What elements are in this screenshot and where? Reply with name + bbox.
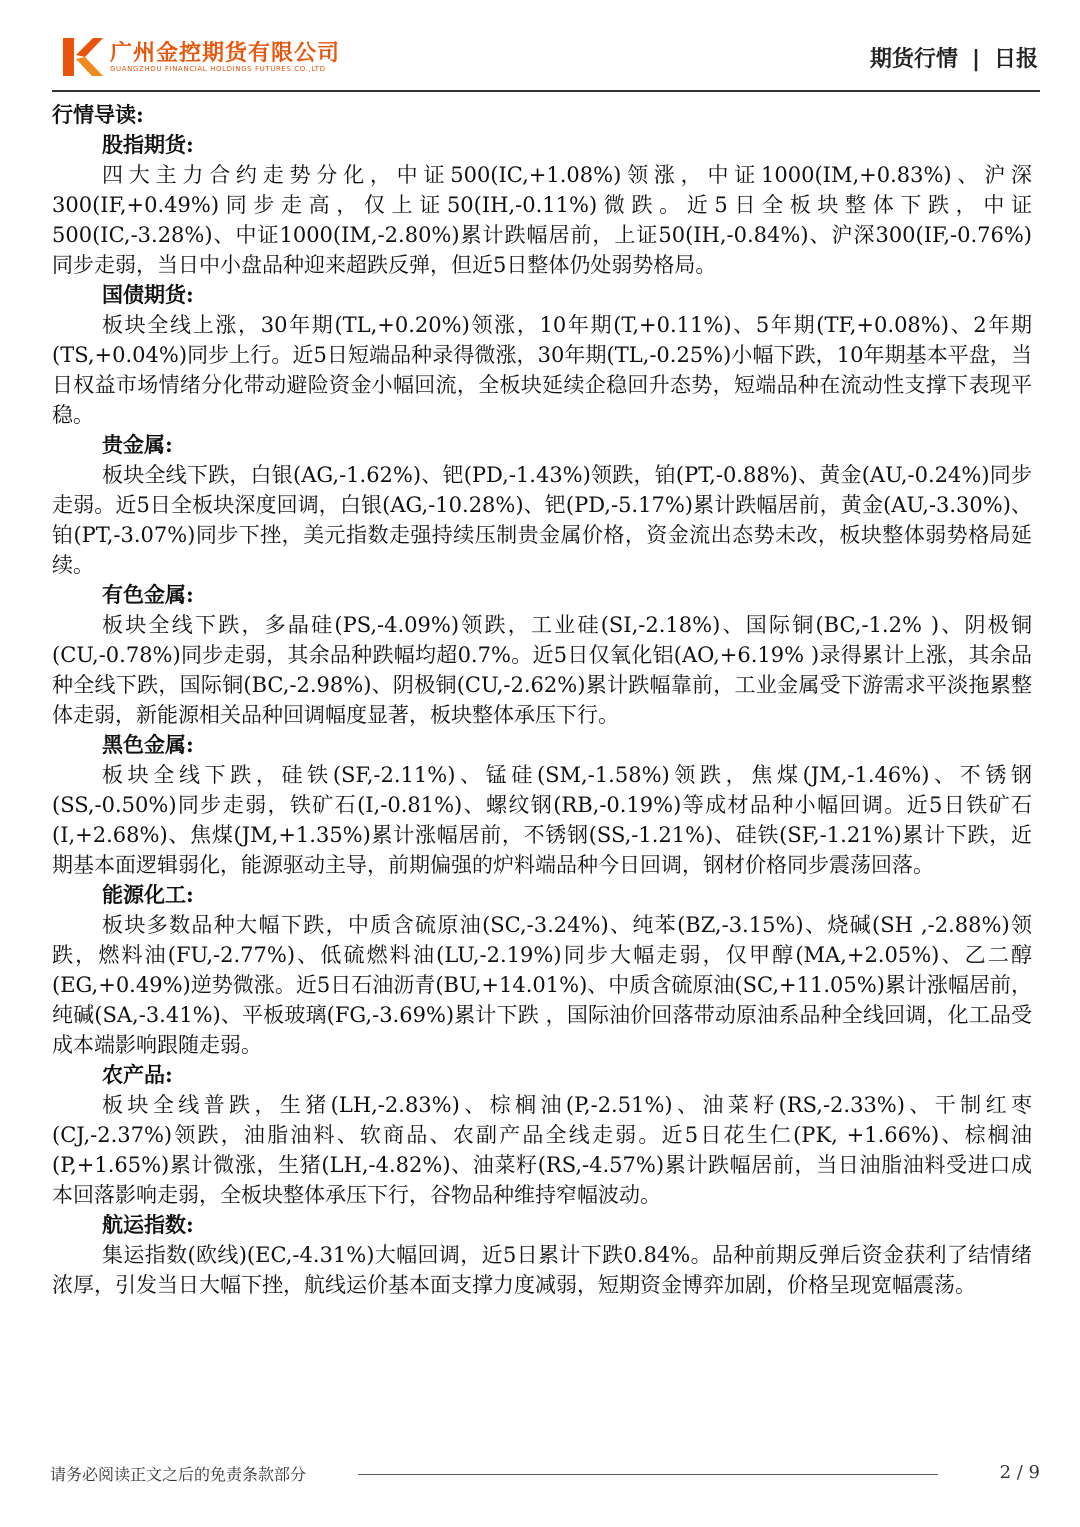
section-body-shipping: 集运指数(欧线)(EC,-4.31%)大幅回调，近5日累计下跌0.84%。品种前期反弹后资金获利了结情绪浓厚，引发当日大幅下挫，航线运价基本面支撑力度减弱，短期资金博弈加剧，价格呈现宽幅震荡。 [52, 1243, 1032, 1297]
doc-type: 日报 [993, 47, 1038, 72]
page-header [0, 0, 1080, 90]
section-heading-ferrous: 黑色金属: [102, 732, 194, 757]
section-body-nonferrous: 板块全线下跌，多晶硅(PS,-4.09%)领跌，工业硅(SI,-2.18%)、国际铜(BC,-1.2% )、阴极铜(CU,-0.78%)同步走弱，其余品种跌幅均超0.7%。近5日仅氧化铝(AO,+6.19% )录得累计上涨，其余品种全线下跌，国际铜(BC,-2.98%)、阴极铜(CU,-2.62%)累计跌幅靠前，工业金属受下游需求平淡拖累整体走弱，新能源相关品种回调幅度显著，板块整体承压下行。 [52, 613, 1032, 727]
page-number: 2 / 9 [999, 1462, 1040, 1483]
section-body-ferrous: 板块全线下跌，硅铁(SF,-2.11%)、锰硅(SM,-1.58%)领跌，焦煤(JM,-1.46%)、不锈钢(SS,-0.50%)同步走弱，铁矿石(I,-0.81%)、螺纹钢(RB,-0.19%)等成材品种小幅回调。近5日铁矿石(I,+2.68%)、焦煤(JM,+1.35%)累计涨幅居前，不锈钢(SS,-1.21%)、硅铁(SF,-1.21%)累计下跌，近期基本面逻辑弱化，能源驱动主导，前期偏强的炉料端品种今日回调，钢材价格同步震荡回落。 [52, 763, 1032, 877]
report-body [52, 100, 1032, 1300]
section-heading-agriculture: 农产品: [102, 1062, 173, 1087]
company-name-en: GUANGZHOU FINANCIAL HOLDINGS FUTURES CO.,LTD [110, 65, 326, 73]
company-name-cn: 广州金控期货有限公司 [110, 41, 341, 66]
section-heading-stock-index: 股指期货: [102, 132, 194, 157]
section-heading-shipping: 航运指数: [102, 1212, 194, 1237]
section-heading-precious-metals: 贵金属: [102, 432, 173, 457]
doc-category: 期货行情 [869, 47, 958, 72]
footer-divider [358, 1474, 938, 1475]
section-body-treasury: 板块全线上涨，30年期(TL,+0.20%)领涨，10年期(T,+0.11%)、5年期(TF,+0.08%)、2年期(TS,+0.04%)同步上行。近5日短端品种录得微涨，30年期(TL,-0.25%)小幅下跌，10年期基本平盘，当日权益市场情绪分化带动避险资金小幅回流，全板块延续企稳回升态势，短端品种在流动性支撑下表现平稳。 [52, 313, 1032, 427]
disclaimer-note: 请务必阅读正文之后的免责条款部分 [50, 1465, 307, 1484]
company-logo-icon [63, 38, 103, 76]
section-body-precious-metals: 板块全线下跌，白银(AG,-1.62%)、钯(PD,-1.43%)领跌，铂(PT,-0.88%)、黄金(AU,-0.24%)同步走弱。近5日全板块深度回调，白银(AG,-10.28%)、钯(PD,-5.17%)累计跌幅居前，黄金(AU,-3.30%)、铂(PT,-3.07%)同步下挫，美元指数走强持续压制贵金属价格，资金流出态势未改，板块整体弱势格局延续。 [52, 463, 1032, 577]
section-heading-energy-chem: 能源化工: [102, 882, 194, 907]
section-body-energy-chem: 板块多数品种大幅下跌，中质含硫原油(SC,-3.24%)、纯苯(BZ,-3.15%)、烧碱(SH ,-2.88%)领跌，燃料油(FU,-2.77%)、低硫燃料油(LU,-2.19%)同步大幅走弱，仅甲醇(MA,+2.05%)、乙二醇(EG,+0.49%)逆势微涨。近5日石油沥青(BU,+14.01%)、中质含硫原油(SC,+11.05%)累计涨幅居前，纯碱(SA,-3.41%)、平板玻璃(FG,-3.69%)累计下跌 ，国际油价回落带动原油系品种全线回调，化工品受成本端影响跟随走弱。 [52, 913, 1032, 1057]
section-body-agriculture: 板块全线普跌，生猪(LH,-2.83%)、棕榈油(P,-2.51%)、油菜籽(RS,-2.33%)、干制红枣(CJ,-2.37%)领跌，油脂油料、软商品、农副产品全线走弱。近5日花生仁(PK, +1.66%)、棕榈油(P,+1.65%)累计微涨，生猪(LH,-4.82%)、油菜籽(RS,-4.57%)累计跌幅居前，当日油脂油料受进口成本回落影响走弱，全板块整体承压下行，谷物品种维持窄幅波动。 [52, 1093, 1032, 1207]
doc-type-label [870, 42, 1038, 73]
section-body-stock-index: 四大主力合约走势分化，中证500(IC,+1.08%)领涨，中证1000(IM,+0.83%)、沪深300(IF,+0.49%)同步走高，仅上证50(IH,-0.11%)微跌。近5日全板块整体下跌，中证500(IC,-3.28%)、中证1000(IM,-2.80%)累计跌幅居前，上证50(IH,-0.84%)、沪深300(IF,-0.76%)同步走弱，当日中小盘品种迎来超跌反弹，但近5日整体仍处弱势格局。 [52, 163, 1032, 277]
doc-separator: | [971, 47, 980, 72]
header-divider [52, 90, 1040, 92]
page-footer [50, 1462, 1040, 1488]
section-heading-treasury: 国债期货: [102, 282, 194, 307]
section-heading-nonferrous: 有色金属: [102, 582, 194, 607]
section-title: 行情导读: [52, 102, 144, 127]
